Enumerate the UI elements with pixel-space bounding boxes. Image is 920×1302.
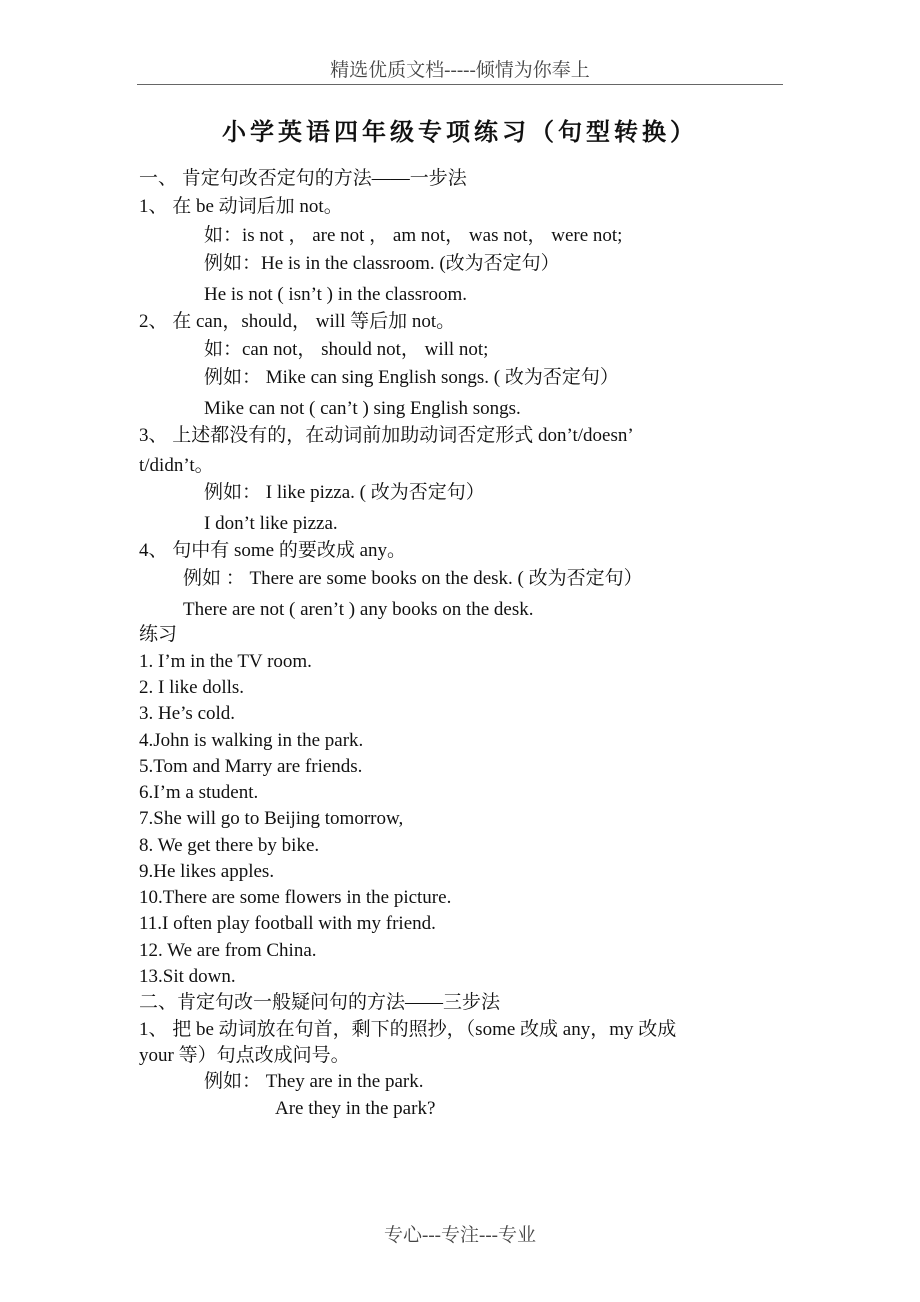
rule-answer: He is not ( isn’t ) in the classroom.	[204, 284, 467, 305]
header-divider	[137, 84, 783, 85]
rule-answer: Mike can not ( can’t ) sing English songs.	[204, 398, 521, 419]
exercise-item: 2. I like dolls.	[139, 677, 245, 698]
rule-title: 2、 在 can，should， will 等后加 not。	[139, 311, 456, 332]
rule-title: 3、 上述都没有的，在动词前加助动词否定形式 don’t/doesn’	[139, 425, 634, 446]
rule-example: 例如 ： There are some books on the desk. ( 改为否定句）	[183, 568, 643, 589]
page-header: 精选优质文档-----倾情为你奉上	[330, 60, 590, 81]
section-heading: 一、 肯定句改否定句的方法——一步法	[139, 168, 467, 189]
exercise-item: 11.I often play football with my friend.	[139, 913, 436, 934]
rule-example: 例如： They are in the park.	[204, 1071, 424, 1092]
exercise-item: 10.There are some flowers in the picture.	[139, 887, 452, 908]
exercise-item: 9.He likes apples.	[139, 861, 275, 882]
page-footer: 专心---专注---专业	[384, 1225, 536, 1246]
document-title: 小学英语四年级专项练习（句型转换）	[222, 120, 698, 146]
rule-title: 1、 把 be 动词放在句首，剩下的照抄，（some 改成 any，my 改成	[139, 1019, 677, 1040]
exercise-item: 6.I’m a student.	[139, 782, 259, 803]
rule-title-continued: t/didn’t。	[139, 455, 214, 476]
rule-title: 1、 在 be 动词后加 not。	[139, 196, 343, 217]
exercise-item: 5.Tom and Marry are friends.	[139, 756, 363, 777]
exercise-item: 4.John is walking in the park.	[139, 730, 364, 751]
rule-example: 例如： I like pizza. ( 改为否定句）	[204, 482, 485, 503]
exercise-item: 3. He’s cold.	[139, 703, 236, 724]
rule-title-continued: your 等）句点改成问号。	[139, 1045, 350, 1066]
rule-example: 例如：He is in the classroom. (改为否定句）	[204, 253, 560, 274]
exercise-item: 1. I’m in the TV room.	[139, 651, 312, 672]
rule-example: 例如： Mike can sing English songs. ( 改为否定句）	[204, 367, 619, 388]
section-heading: 二、肯定句改一般疑问句的方法——三步法	[139, 992, 501, 1013]
rule-title: 4、 句中有 some 的要改成 any。	[139, 540, 407, 561]
rule-answer: Are they in the park?	[275, 1098, 436, 1119]
exercise-item: 7.She will go to Beijing tomorrow,	[139, 808, 404, 829]
rule-answer: I don’t like pizza.	[204, 513, 338, 534]
rule-forms: 如：can not， should not， will not;	[204, 339, 489, 360]
exercise-item: 13.Sit down.	[139, 966, 236, 987]
practice-label: 练习	[139, 624, 178, 645]
exercise-item: 12. We are from China.	[139, 940, 317, 961]
exercise-item: 8. We get there by bike.	[139, 835, 320, 856]
rule-answer: There are not ( aren’t ) any books on the desk.	[183, 599, 534, 620]
rule-forms: 如：is not ， are not ， am not， was not， were not;	[204, 225, 623, 246]
